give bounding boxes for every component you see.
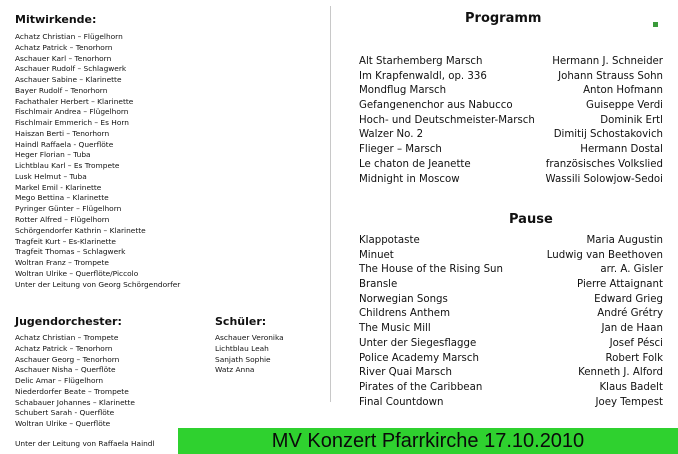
member-entry: Woltran Ulrike – Querflöte/Piccolo	[15, 268, 139, 278]
member-entry: Fachathaler Herbert – Klarinette	[15, 96, 134, 106]
program-row	[359, 70, 663, 85]
member-entry: Tragfeit Thomas – Schlagwerk	[15, 247, 126, 257]
schueler-list	[215, 333, 284, 376]
student-entry: Lichtblau Leah	[215, 343, 269, 353]
piece-title: Walzer No. 2	[359, 129, 424, 141]
schueler-heading: Schüler:	[215, 315, 267, 328]
program-row	[359, 293, 663, 308]
corner-mark	[653, 22, 658, 27]
member-entry: Achatz Christian – Flügelhorn	[15, 32, 123, 41]
member-entry: Aschauer Rudolf – Schlagwerk	[15, 64, 127, 74]
student-entry: Watz Anna	[215, 365, 255, 375]
program-row	[359, 396, 663, 411]
piece-title: Childrens Anthem	[359, 308, 451, 320]
piece-title: Mondflug Marsch	[359, 85, 447, 97]
piece-title: Norwegian Songs	[359, 293, 448, 305]
composer-name: Robert Folk	[605, 352, 663, 364]
composer-name: Hermann J. Schneider	[552, 56, 663, 67]
composer-name: Guiseppe Verdi	[586, 100, 663, 112]
center-divider	[330, 6, 331, 402]
composer-name: André Grétry	[597, 308, 663, 320]
piece-title: Police Academy Marsch	[359, 352, 479, 364]
member-entry: Lichtblau Karl – Es Trompete	[15, 161, 120, 171]
member-entry: Tragfeit Kurt – Es-Klarinette	[15, 236, 116, 246]
composer-name: französisches Volkslied	[545, 158, 663, 170]
member-entry: Mego Bettina – Klarinette	[15, 193, 109, 203]
piece-title: Flieger – Marsch	[359, 144, 442, 156]
member-entry: Aschauer Karl – Tenorhorn	[15, 53, 112, 63]
composer-name: Klaus Badelt	[599, 381, 663, 393]
composer-name: Josef Pésci	[609, 337, 663, 349]
composer-name: Johann Strauss Sohn	[558, 70, 663, 82]
piece-title: The House of the Rising Sun	[359, 264, 503, 276]
member-entry: Achatz Patrick – Tenorhorn	[15, 343, 113, 353]
piece-title: River Quai Marsch	[359, 367, 453, 379]
composer-name: arr. A. Gisler	[600, 264, 663, 276]
programm-list	[359, 55, 663, 187]
composer-name: Wassili Solowjow-Sedoi	[545, 173, 663, 185]
piece-title: Im Krapfenwaldl, op. 336	[359, 70, 487, 82]
composer-name: Ludwig van Beethoven	[546, 249, 663, 261]
member-entry: Aschauer Georg – Tenorhorn	[15, 354, 120, 364]
composer-name: Jan de Haan	[601, 323, 663, 335]
pause-list	[359, 234, 663, 410]
program-row	[359, 55, 663, 70]
programm-title: Programm	[465, 11, 542, 26]
jugendorchester-leadership: Unter der Leitung von Raffaela Haindl	[15, 439, 155, 448]
program-row	[359, 366, 663, 381]
composer-name: Joey Tempest	[595, 396, 663, 408]
piece-title: Alt Starhemberg Marsch	[359, 56, 483, 67]
piece-title: Pirates of the Caribbean	[359, 381, 483, 393]
piece-title: Minuet	[359, 249, 394, 261]
piece-title: Bransle	[359, 279, 398, 291]
program-row	[359, 263, 663, 278]
member-entry: Heger Florian – Tuba	[15, 150, 91, 160]
member-entry: Lusk Helmut – Tuba	[15, 171, 87, 181]
concert-banner: MV Konzert Pfarrkirche 17.10.2010	[178, 428, 678, 454]
program-row	[359, 307, 663, 322]
program-row	[359, 173, 663, 188]
piece-title: Final Countdown	[359, 396, 444, 408]
piece-title: Klappotaste	[359, 235, 420, 246]
program-row	[359, 381, 663, 396]
program-row	[359, 337, 663, 352]
program-row	[359, 128, 663, 143]
member-entry: Rotter Alfred – Flügelhorn	[15, 215, 110, 225]
member-entry: Haindl Raffaela - Querflöte	[15, 139, 114, 149]
member-entry: Achatz Christian – Trompete	[15, 333, 119, 342]
composer-name: Maria Augustin	[586, 235, 663, 246]
piece-title: Gefangenenchor aus Nabucco	[359, 100, 513, 112]
member-entry: Fischlmair Emmerich – Es Horn	[15, 118, 129, 128]
member-entry: Delic Amar – Flügelhorn	[15, 376, 104, 386]
member-entry: Pyringer Günter – Flügelhorn	[15, 204, 122, 214]
student-entry: Sanjath Sophie	[215, 354, 271, 364]
composer-name: Hermann Dostal	[580, 144, 663, 156]
member-entry: Markel Emil - Klarinette	[15, 182, 102, 192]
program-row	[359, 84, 663, 99]
piece-title: Unter der Siegesflagge	[359, 337, 477, 349]
member-entry: Aschauer Sabine – Klarinette	[15, 75, 122, 85]
member-entry: Woltran Ulrike – Querflöte	[15, 419, 111, 429]
member-entry: Schabauer Johannes – Klarinette	[15, 397, 135, 407]
composer-name: Dimitij Schostakovich	[553, 129, 663, 141]
jugendorchester-list	[15, 333, 135, 430]
member-entry: Achatz Patrick – Tenorhorn	[15, 42, 113, 52]
member-entry: Schörgendorfer Kathrin – Klarinette	[15, 225, 146, 235]
composer-name: Dominik Ertl	[600, 114, 663, 126]
program-row	[359, 322, 663, 337]
piece-title: The Music Mill	[359, 323, 431, 335]
program-row	[359, 114, 663, 129]
member-entry: Bayer Rudolf – Tenorhorn	[15, 85, 108, 95]
pause-title: Pause	[509, 212, 553, 227]
mitwirkende-heading: Mitwirkende:	[15, 13, 97, 26]
member-entry: Niederdorfer Beate – Trompete	[15, 386, 129, 396]
program-row	[359, 249, 663, 264]
member-entry: Aschauer Nisha – Querflöte	[15, 365, 116, 375]
mitwirkende-list	[15, 32, 146, 280]
student-entry: Aschauer Veronika	[215, 333, 284, 342]
composer-name: Kenneth J. Alford	[578, 367, 663, 379]
composer-name: Edward Grieg	[594, 293, 663, 305]
piece-title: Le chaton de Jeanette	[359, 158, 471, 170]
composer-name: Anton Hofmann	[583, 85, 663, 97]
member-entry: Woltran Franz – Trompete	[15, 258, 109, 268]
piece-title: Hoch- und Deutschmeister-Marsch	[359, 114, 535, 126]
program-row	[359, 143, 663, 158]
composer-name: Pierre Attaignant	[577, 279, 663, 291]
program-row	[359, 278, 663, 293]
mitwirkende-leadership: Unter der Leitung von Georg Schörgendorfer	[15, 280, 181, 289]
piece-title: Midnight in Moscow	[359, 173, 460, 185]
program-row	[359, 99, 663, 114]
member-entry: Haiszan Berti – Tenorhorn	[15, 128, 110, 138]
program-row	[359, 352, 663, 367]
member-entry: Schubert Sarah - Querflöte	[15, 408, 115, 418]
member-entry: Fischlmair Andrea – Flügelhorn	[15, 107, 129, 117]
program-row	[359, 158, 663, 173]
jugendorchester-heading: Jugendorchester:	[15, 315, 122, 328]
program-row	[359, 234, 663, 249]
